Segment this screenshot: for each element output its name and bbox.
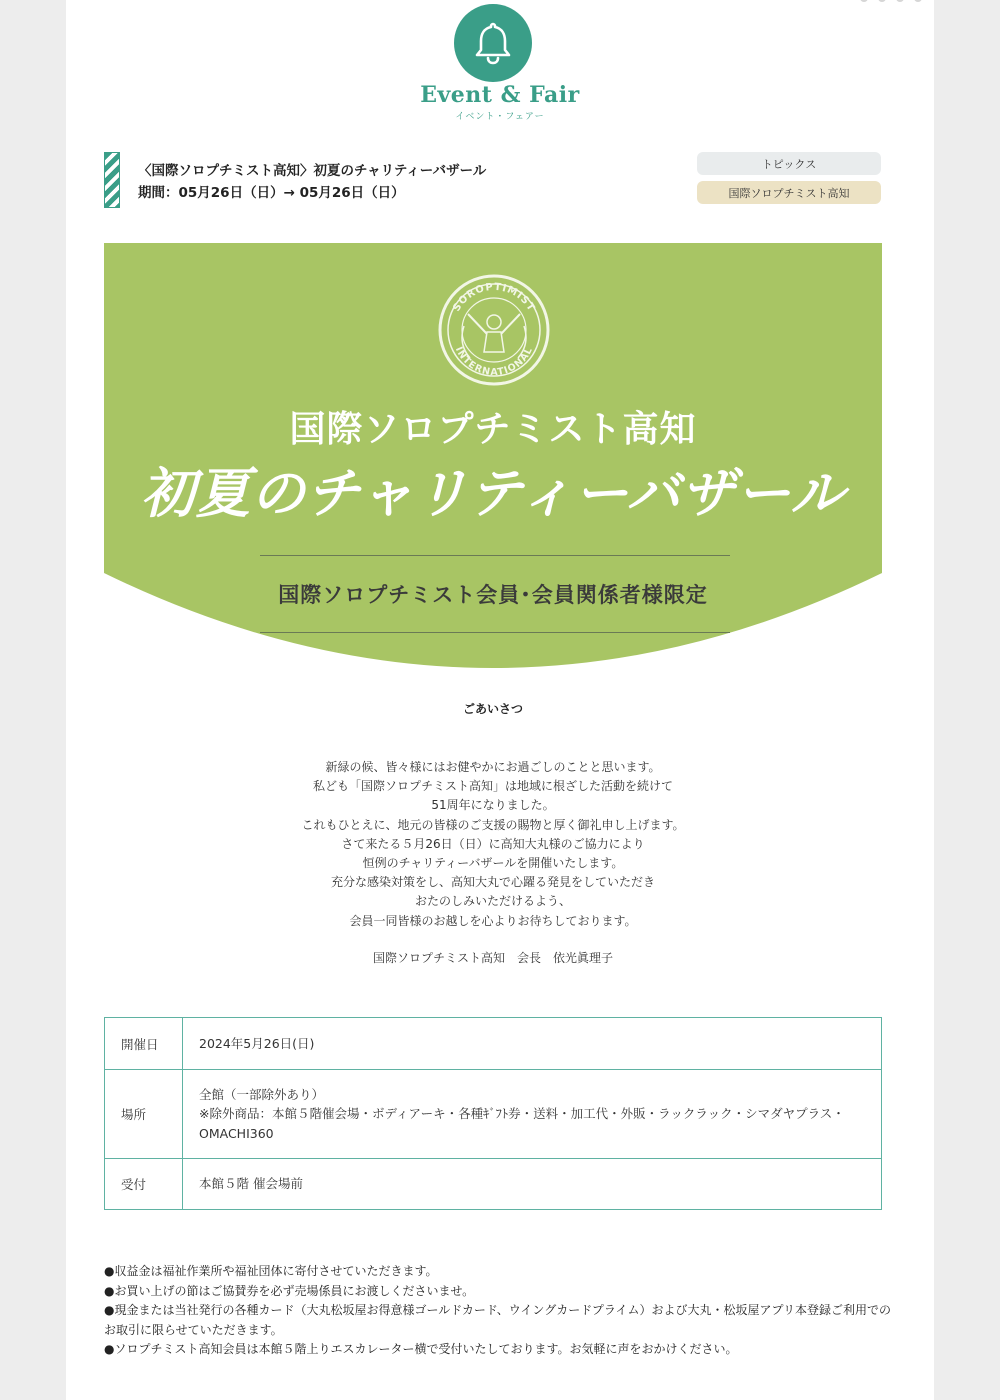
note-item: ●お買い上げの節はご協賛券を必ず売場係員にお渡しくださいませ。 xyxy=(104,1283,475,1298)
emblem-bottom-text: INTERNATIONAL xyxy=(452,345,536,379)
table-row xyxy=(105,1018,882,1070)
banner-rule-bottom xyxy=(260,632,730,633)
reception-value: 本館５階 催会場前 xyxy=(183,1159,882,1210)
event-info-table xyxy=(104,1017,882,1210)
place-label: 場所 xyxy=(105,1070,183,1159)
bell-icon xyxy=(454,4,532,82)
tag-topics[interactable]: トピックス xyxy=(697,152,881,175)
event-name: 〈国際ソロプチミスト高知〉初夏のチャリティーバザール xyxy=(138,163,487,179)
emblem-top-text: SOROPTIMIST xyxy=(451,281,537,314)
date-value: 2024年5月26日(日) xyxy=(183,1018,882,1070)
tag-soroptimist-kochi[interactable]: 国際ソロプチミスト高知 xyxy=(697,181,881,204)
greeting-line: 会員一同皆様のお越しを心よりお待ちしております。 xyxy=(349,913,637,928)
banner-members-only: 国際ソロプチミスト会員･会員関係者様限定 xyxy=(278,582,708,607)
banner-rule-top xyxy=(260,555,730,556)
place-value xyxy=(183,1070,882,1159)
place-value-exclusions: ※除外商品：本館５階催会場・ボディアーキ・各種ｷﾞﾌﾄ券・送料・加工代・外販・ラックラック・シマダヤプラス・OMACHI360 xyxy=(199,1106,845,1141)
date-label: 開催日 xyxy=(105,1018,183,1070)
greeting-line: 51周年になりました。 xyxy=(431,798,555,813)
reception-label: 受付 xyxy=(105,1159,183,1210)
notes-list xyxy=(104,1262,894,1360)
heading-stripe-marker xyxy=(104,152,120,208)
greeting-body xyxy=(0,758,986,931)
table-row xyxy=(105,1159,882,1210)
greeting-line: さて来たる５月26日（日）に高知大丸様のご協力により xyxy=(341,836,645,851)
greeting-line: 新緑の候、皆々様にはお健やかにお過ごしのことと思います。 xyxy=(325,760,661,774)
table-row xyxy=(105,1070,882,1159)
banner-org-title: 国際ソロプチミスト高知 xyxy=(289,408,697,450)
greeting-line: 恒例のチャリティーバザールを開催いたします。 xyxy=(362,855,624,870)
event-period: 期間：05月26日（日）→ 05月26日（日） xyxy=(138,185,405,201)
greeting-line: 充分な感染対策をし、高知大丸で心躍る発見をしていただき xyxy=(330,875,655,890)
greeting-signature: 国際ソロプチミスト高知 会長 依光眞理子 xyxy=(372,951,613,965)
event-fair-title: Event & Fair xyxy=(420,82,580,108)
event-fair-subtitle: イベント・フェアー xyxy=(455,112,545,122)
scroll-indicator xyxy=(860,0,922,2)
note-item: ●ソロプチミスト高知会員は本館５階上りエスカレーター横で受付いたしております。お気軽に声をおかけください。 xyxy=(104,1342,738,1356)
note-item: ●収益金は福祉作業所や福祉団体に寄付させていただきます。 xyxy=(104,1264,438,1278)
greeting-title: ごあいさつ xyxy=(462,702,523,716)
greeting-line: これもひとえに、地元の皆様のご支援の賜物と厚く御礼申し上げます。 xyxy=(301,817,685,832)
note-item: ●現金または当社発行の各種カード（大丸松坂屋お得意様ゴールドカード、ウイングカードプライム）および大丸・松坂屋アプリ本登録ご利用でのお取引に限らせていただきます。 xyxy=(104,1303,891,1337)
greeting-line: 私ども「国際ソロプチミスト高知」は地域に根ざした活動を続けて xyxy=(312,779,673,794)
place-value-main: 全館（一部除外あり） xyxy=(199,1086,325,1102)
event-banner xyxy=(104,243,882,683)
greeting-line: おたのしみいただけるよう、 xyxy=(414,894,571,909)
banner-event-title: 初夏のチャリティーバザール xyxy=(140,461,846,525)
